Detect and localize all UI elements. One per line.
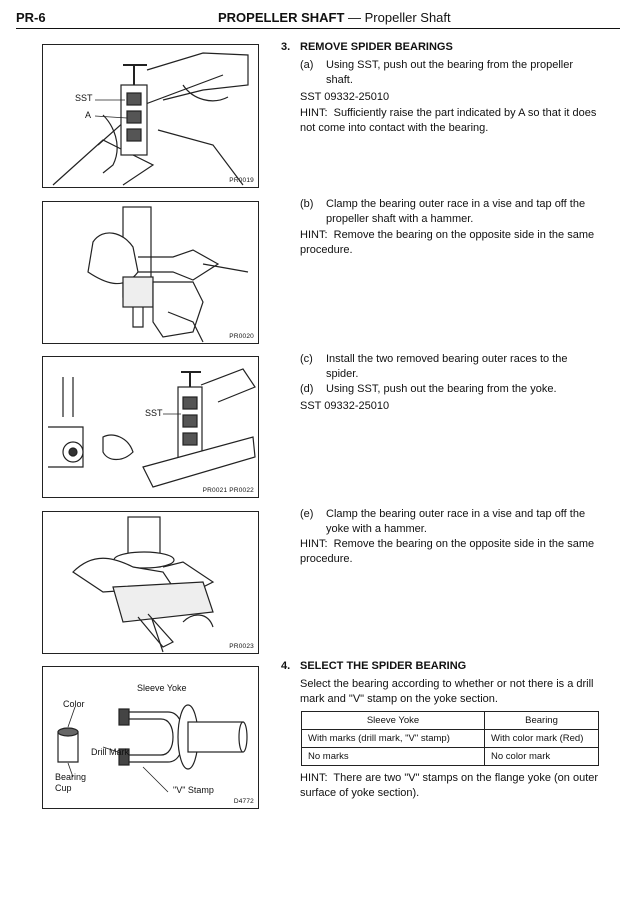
leader-lines: [93, 95, 153, 135]
title-sub: — Propeller Shaft: [344, 10, 451, 25]
figure-sst-push-yoke: [42, 356, 259, 498]
step-4-hint: [300, 771, 600, 800]
label-sst: SST: [145, 408, 163, 418]
step-3a-label: (a): [300, 59, 314, 71]
table-header-bearing: Bearing: [485, 712, 599, 730]
step-3a-hint: [300, 106, 598, 135]
label-v-stamp: "V" Stamp: [173, 785, 214, 795]
illustration-vise-tap-shaft: [43, 202, 258, 343]
label-sleeve-yoke: Sleeve Yoke: [137, 683, 187, 693]
step-3e-hint: [300, 537, 598, 566]
label-color: Color: [63, 699, 85, 709]
step-3d-text: Using SST, push out the bearing from the yoke.: [326, 383, 557, 395]
figure-code: D4772: [233, 798, 254, 805]
page-title: [218, 10, 451, 25]
figure-code: PR0019: [229, 177, 254, 184]
step-3d-label: (d): [300, 383, 314, 395]
step-3-heading: REMOVE SPIDER BEARINGS: [300, 41, 453, 53]
hint-label: HINT:: [300, 107, 328, 119]
table-header-sleeve-yoke: Sleeve Yoke: [302, 712, 485, 730]
figure-code: PR0021 PR0022: [202, 487, 254, 494]
table-cell: No marks: [302, 748, 485, 766]
step-3c-label: (c): [300, 353, 313, 365]
step-3a-text: Using SST, push out the bearing from the propeller shaft.: [326, 59, 574, 86]
step-3a-sst: SST 09332-25010: [300, 91, 390, 103]
figure-code: PR0020: [229, 333, 254, 340]
hint-text: There are two "V" stamps on the flange yoke (on outer surface of yoke section).: [300, 772, 599, 799]
step-3b-label: (b): [300, 198, 314, 210]
table-header-row: [302, 712, 599, 730]
page-number: PR-6: [16, 10, 46, 25]
figure-vise-tap-shaft: [42, 201, 259, 344]
hint-label: HINT:: [300, 772, 328, 784]
table-cell: With color mark (Red): [485, 730, 599, 748]
label-sst: SST: [75, 93, 93, 103]
step-3-number: 3.: [281, 41, 291, 53]
table-row: [302, 730, 599, 748]
illustration-vise-tap-yoke: [43, 512, 258, 653]
figure-sst-push-shaft: [42, 44, 259, 188]
figure-vise-tap-yoke: [42, 511, 259, 654]
hint-text: Remove the bearing on the opposite side in the same procedure.: [300, 229, 595, 256]
table-cell: No color mark: [485, 748, 599, 766]
step-4-number: 4.: [281, 660, 291, 672]
step-3e-label: (e): [300, 508, 314, 520]
figure-code: PR0023: [229, 643, 254, 650]
step-3d-sst: SST 09332-25010: [300, 400, 390, 412]
step-4-intro: Select the bearing according to whether or not there is a drill mark and "V" stamp on the yoke section.: [300, 678, 594, 705]
table-row: [302, 748, 599, 766]
step-3c-text: Install the two removed bearing outer races to the spider.: [326, 353, 568, 380]
step-3b-hint: [300, 228, 598, 257]
hint-text: Sufficiently raise the part indicated by A so that it does not come into contact with the bearing.: [300, 107, 597, 134]
illustration-sst-push-yoke: [43, 357, 258, 497]
hint-label: HINT:: [300, 229, 328, 241]
leader-line: [163, 410, 203, 420]
bearing-selection-table: [301, 711, 599, 766]
step-3e-text: Clamp the bearing outer race in a vise and tap off the yoke with a hammer.: [326, 508, 586, 535]
label-cup: Cup: [55, 783, 72, 793]
label-a: A: [85, 110, 92, 120]
label-drill-mark: Drill Mark: [91, 747, 129, 757]
figure-spider-bearing-selection: [42, 666, 259, 809]
hint-label: HINT:: [300, 538, 328, 550]
step-4-heading: SELECT THE SPIDER BEARING: [300, 660, 467, 672]
hint-text: Remove the bearing on the opposite side in the same procedure.: [300, 538, 595, 565]
table-cell: With marks (drill mark, "V" stamp): [302, 730, 485, 748]
header-rule: [16, 28, 620, 29]
title-main: PROPELLER SHAFT: [218, 10, 345, 25]
label-bearing: Bearing: [55, 772, 87, 782]
step-3b-text: Clamp the bearing outer race in a vise and tap off the propeller shaft with a hammer.: [326, 198, 586, 225]
